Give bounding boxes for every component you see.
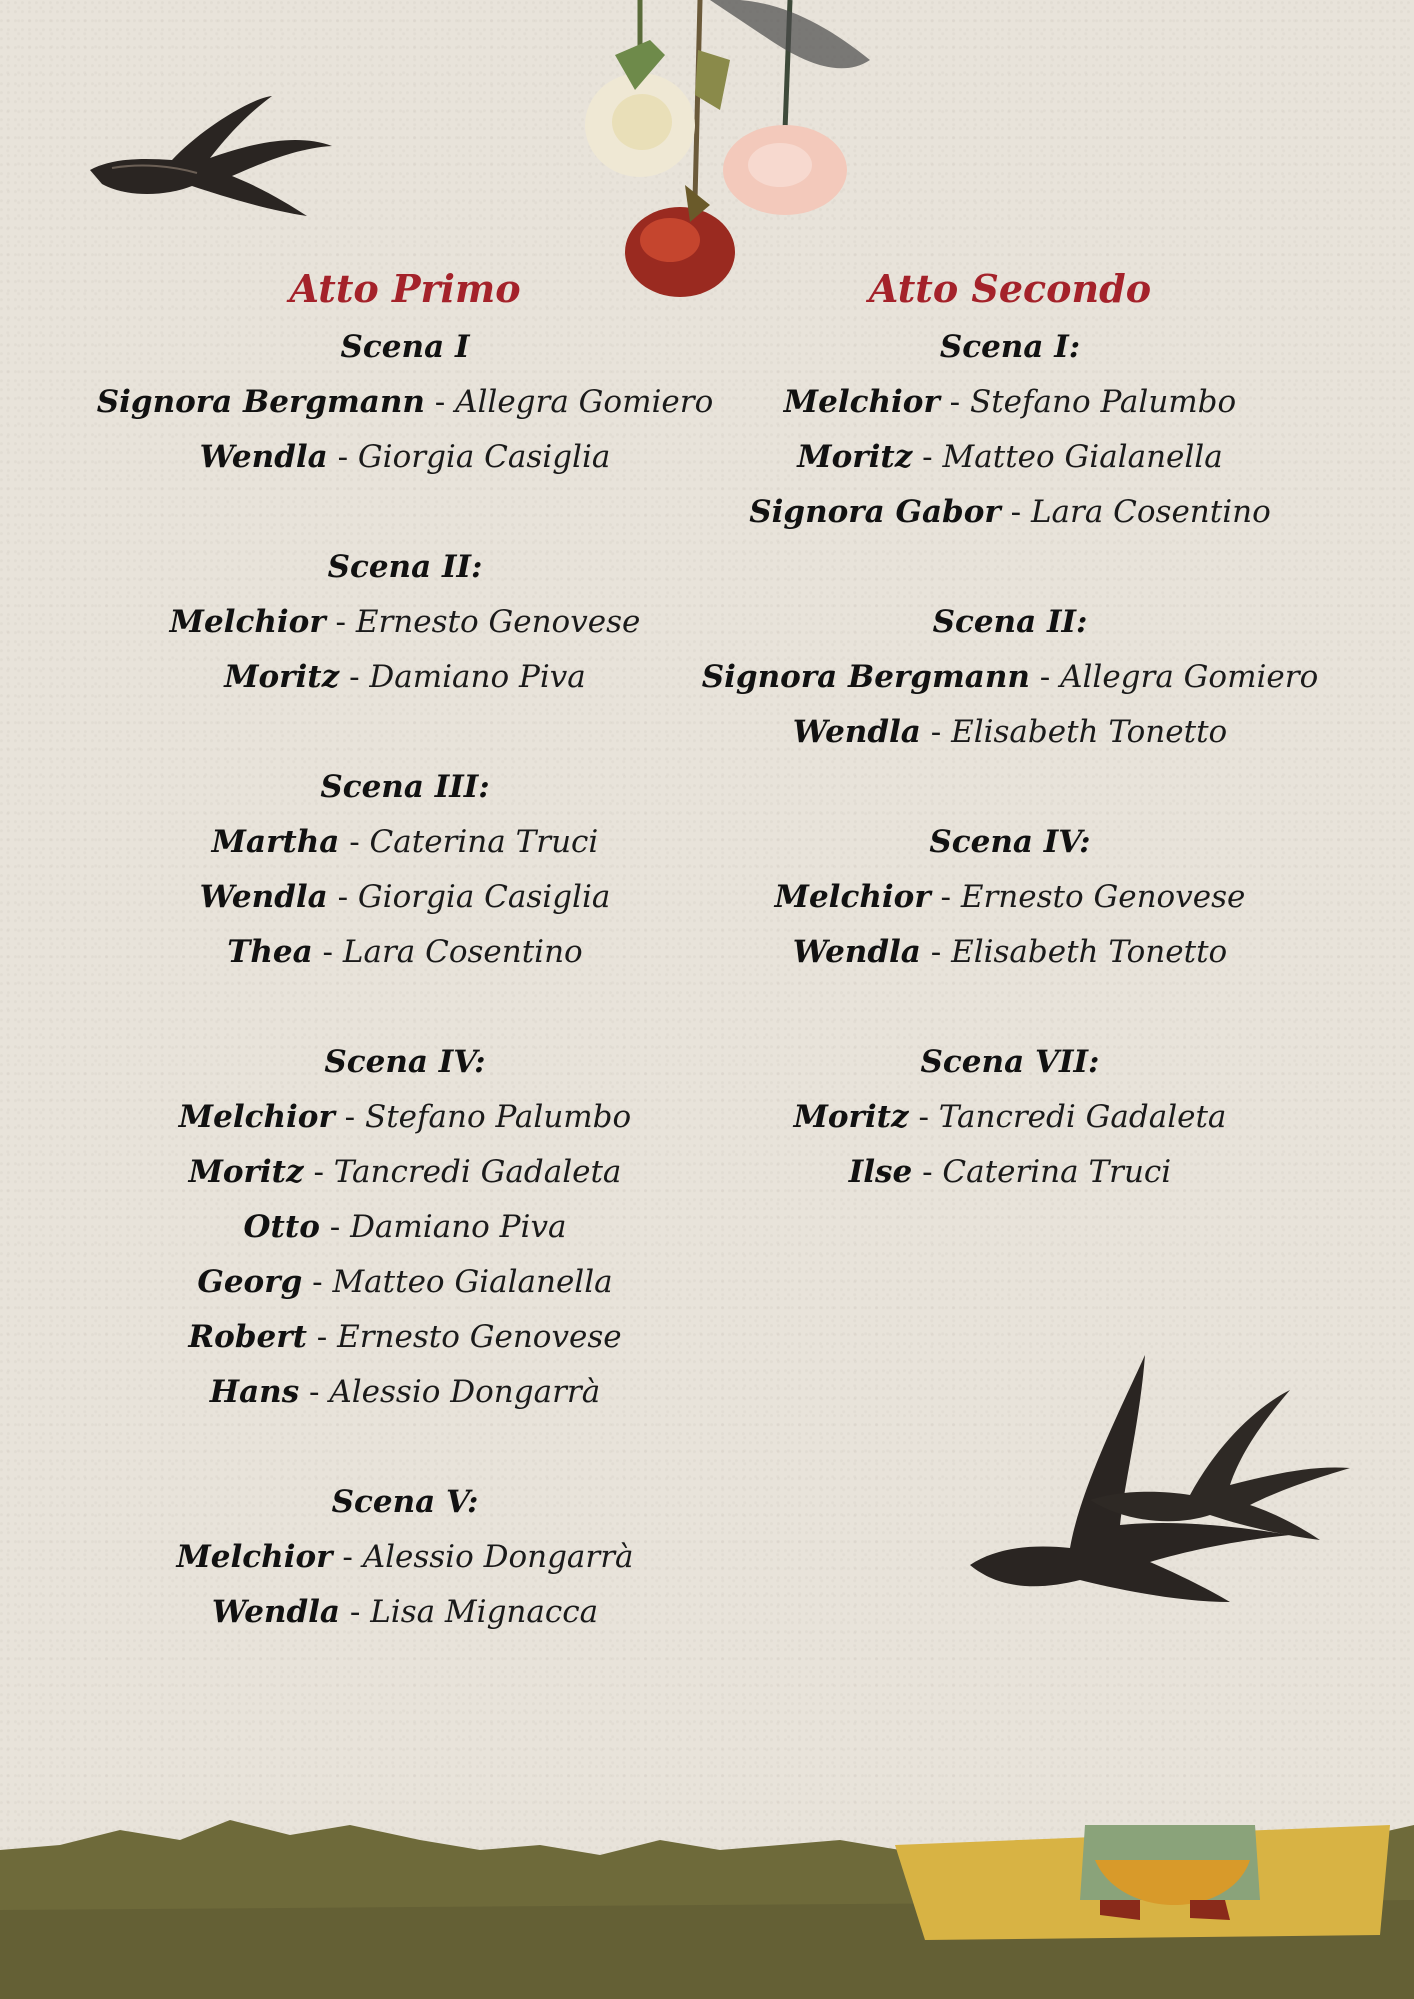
role-name: Melchior	[783, 384, 940, 420]
cast-line	[90, 1090, 720, 1145]
scene-spacer	[90, 1420, 720, 1475]
cast-line	[90, 1310, 720, 1365]
separator: -	[325, 604, 356, 640]
actor-name: Ernesto Genovese	[337, 1319, 622, 1355]
role-name: Wendla	[211, 1594, 340, 1630]
swallows-pair-icon	[960, 1340, 1360, 1620]
role-name: Georg	[197, 1264, 303, 1300]
cast-line	[90, 650, 720, 705]
cast-line	[90, 1145, 720, 1200]
role-name: Signora Gabor	[749, 494, 1001, 530]
actor-name: Tancredi Gadaleta	[333, 1154, 622, 1190]
cast-line	[700, 870, 1320, 925]
separator: -	[930, 879, 961, 915]
cast-line	[90, 1365, 720, 1420]
cast-line	[90, 430, 720, 485]
scene-spacer	[90, 980, 720, 1035]
actor-name: Damiano Piva	[369, 659, 586, 695]
separator: -	[302, 1264, 333, 1300]
scene-title: Scena II:	[932, 604, 1088, 640]
cast-line	[700, 705, 1320, 760]
separator: -	[339, 659, 370, 695]
actor-name: Elisabeth Tonetto	[951, 934, 1228, 970]
separator: -	[334, 1099, 365, 1135]
separator: -	[332, 1539, 363, 1575]
separator: -	[908, 1099, 939, 1135]
separator: -	[306, 1319, 338, 1355]
separator: -	[319, 1209, 351, 1245]
separator: -	[424, 384, 456, 420]
cast-line	[700, 430, 1320, 485]
separator: -	[912, 1154, 943, 1190]
cast-line	[90, 1200, 720, 1255]
role-name: Thea	[227, 934, 313, 970]
scene-title: Scena I:	[939, 329, 1081, 365]
role-name: Signora Bergmann	[701, 659, 1030, 695]
actor-name: Allegra Gomiero	[1060, 659, 1319, 695]
separator: -	[312, 934, 343, 970]
actor-name: Caterina Truci	[369, 824, 599, 860]
actor-name: Stefano Palumbo	[969, 384, 1237, 420]
role-name: Martha	[211, 824, 340, 860]
actor-name: Elisabeth Tonetto	[951, 714, 1228, 750]
separator: -	[327, 439, 358, 475]
act-title: Atto Primo	[289, 266, 521, 311]
scene-title: Scena VII:	[920, 1044, 1100, 1080]
scene-spacer	[90, 485, 720, 540]
separator: -	[920, 714, 952, 750]
act-title: Atto Secondo	[868, 266, 1152, 311]
cast-line	[700, 1090, 1320, 1145]
role-name: Hans	[209, 1374, 300, 1410]
actor-name: Alessio Dongarrà	[329, 1374, 601, 1410]
scene-title: Scena IV:	[324, 1044, 486, 1080]
cast-line	[90, 375, 720, 430]
separator: -	[327, 879, 358, 915]
actor-name: Giorgia Casiglia	[357, 439, 611, 475]
scene-spacer	[700, 760, 1320, 815]
actor-name: Stefano Palumbo	[364, 1099, 632, 1135]
role-name: Melchior	[176, 1539, 333, 1575]
cast-line	[90, 870, 720, 925]
role-name: Wendla	[792, 714, 921, 750]
cast-line	[700, 925, 1320, 980]
scene-title: Scena IV:	[929, 824, 1091, 860]
separator: -	[339, 824, 370, 860]
actor-name: Lisa Mignacca	[370, 1594, 599, 1630]
cast-line	[90, 925, 720, 980]
scene-title: Scena I	[340, 329, 470, 365]
cast-line	[700, 375, 1320, 430]
actor-name: Allegra Gomiero	[455, 384, 714, 420]
act-one-column	[90, 258, 720, 1640]
cast-line	[90, 1255, 720, 1310]
cast-line	[700, 1145, 1320, 1200]
role-name: Signora Bergmann	[96, 384, 425, 420]
separator: -	[920, 934, 952, 970]
swallow-icon	[82, 88, 342, 228]
actor-name: Giorgia Casiglia	[357, 879, 611, 915]
role-name: Otto	[243, 1209, 320, 1245]
cast-line	[700, 650, 1320, 705]
separator: -	[340, 1594, 371, 1630]
actor-name: Caterina Truci	[942, 1154, 1172, 1190]
cast-line	[90, 1585, 720, 1640]
cast-line	[90, 1530, 720, 1585]
actor-name: Ernesto Genovese	[355, 604, 641, 640]
separator: -	[299, 1374, 330, 1410]
cast-line	[700, 485, 1320, 540]
actor-name: Matteo Gialanella	[942, 439, 1223, 475]
actor-name: Matteo Gialanella	[332, 1264, 613, 1300]
actor-name: Alessio Dongarrà	[362, 1539, 634, 1575]
separator: -	[939, 384, 970, 420]
role-name: Moritz	[188, 1154, 304, 1190]
scene-spacer	[90, 705, 720, 760]
role-name: Melchior	[774, 879, 931, 915]
role-name: Moritz	[224, 659, 340, 695]
scene-spacer	[700, 540, 1320, 595]
cast-line	[90, 815, 720, 870]
separator: -	[1029, 659, 1061, 695]
cast-line	[90, 595, 720, 650]
role-name: Wendla	[199, 439, 328, 475]
actor-name: Tancredi Gadaleta	[938, 1099, 1227, 1135]
separator: -	[303, 1154, 334, 1190]
role-name: Wendla	[199, 879, 328, 915]
actor-name: Damiano Piva	[350, 1209, 567, 1245]
role-name: Wendla	[792, 934, 921, 970]
role-name: Melchior	[169, 604, 326, 640]
role-name: Melchior	[178, 1099, 335, 1135]
separator: -	[912, 439, 943, 475]
role-name: Moritz	[797, 439, 913, 475]
scene-title: Scena II:	[327, 549, 483, 585]
role-name: Moritz	[793, 1099, 909, 1135]
scene-title: Scena III:	[320, 769, 490, 805]
scene-spacer	[700, 980, 1320, 1035]
actor-name: Ernesto Genovese	[960, 879, 1246, 915]
separator: -	[1000, 494, 1031, 530]
actor-name: Lara Cosentino	[342, 934, 583, 970]
grass-strip-icon	[0, 1750, 1414, 1999]
role-name: Ilse	[848, 1154, 913, 1190]
act-two-column	[700, 258, 1320, 1200]
role-name: Robert	[188, 1319, 307, 1355]
actor-name: Lara Cosentino	[1030, 494, 1271, 530]
scene-title: Scena V:	[331, 1484, 479, 1520]
